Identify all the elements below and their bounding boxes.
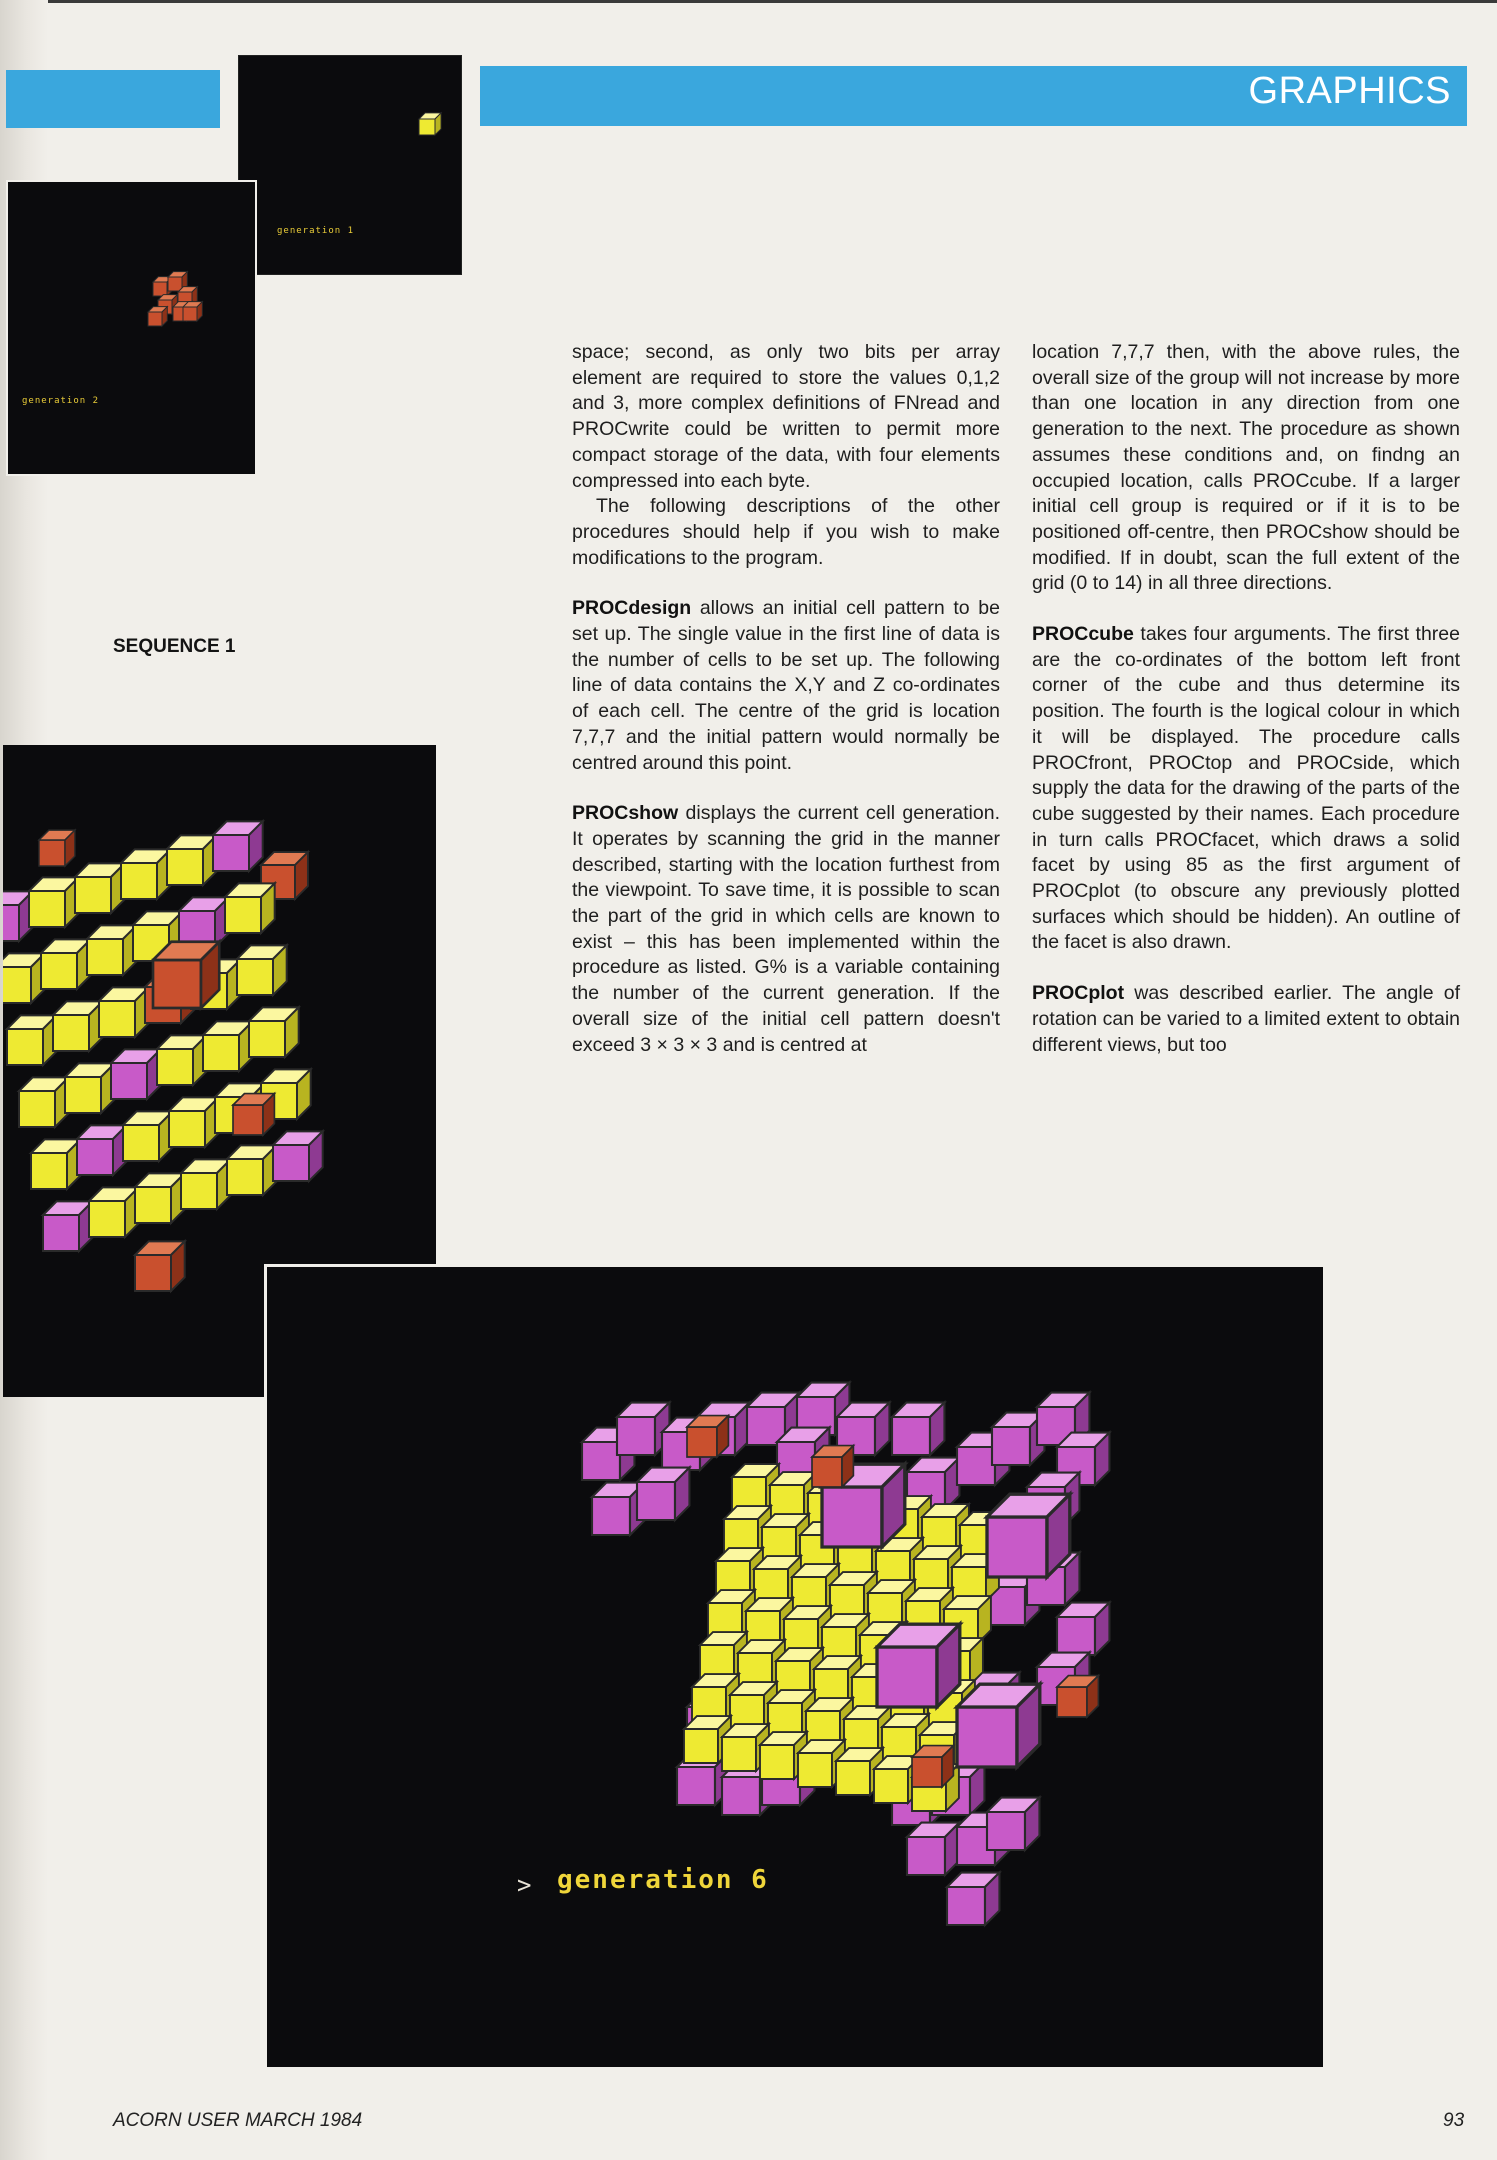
cube xyxy=(987,1798,1039,1850)
paragraph: location 7,7,7 then, with the above rules, the overall size of the group will not increase by more than one location in any direction from one generation to the next. The procedure as shown assumes these conditions and, on findng an occupied location, calls PROCcube. If a larger initial cell group is required or if it is to be positioned off-centre, then PROCshow should be modified. If in doubt, scan the full extent of the grid (0 to 14) in all three directions. xyxy=(1032,341,1460,595)
procedure-name: PROCdesign xyxy=(572,597,692,620)
top-rule xyxy=(0,0,1497,3)
procedure-name: PROCplot xyxy=(1032,982,1125,1005)
cube xyxy=(213,821,263,871)
header-band-left xyxy=(6,70,220,128)
cube-render-1 xyxy=(239,56,461,274)
cube xyxy=(157,1035,207,1085)
prompt-glyph: > xyxy=(517,1871,532,1899)
cube xyxy=(43,1201,93,1251)
section-label: GRAPHICS xyxy=(1248,70,1451,112)
paragraph: The following descriptions of the other procedures should help if you wish to make modifications to the program. xyxy=(572,495,1000,569)
cube xyxy=(249,1007,299,1057)
cube xyxy=(19,1077,69,1127)
cube xyxy=(75,863,125,913)
cube xyxy=(877,1624,960,1707)
cube xyxy=(167,835,217,885)
footer-publication: ACORN USER MARCH 1984 xyxy=(113,2110,363,2131)
cube xyxy=(29,877,79,927)
cube xyxy=(31,1139,81,1189)
cube xyxy=(183,302,202,321)
footer-page-number: 93 xyxy=(1443,2110,1465,2131)
paragraph: PROCshow displays the current cell generation. It operates by scanning the grid in the manner described, starting with the location furthest from the viewpoint. To save time, it is possible to scan the part of the grid in which cells are known to exist – this has been implemented within the procedure as listed. G% is a variable containing the number of the current generation. If the overall size of the initial cell pattern doesn't exceed 3 × 3 × 3 and is centred at xyxy=(572,802,1000,1056)
cube xyxy=(53,1001,103,1051)
article-column-2 xyxy=(1032,340,1460,1083)
cube xyxy=(419,113,441,135)
cube xyxy=(121,849,171,899)
cube xyxy=(169,1097,219,1147)
cube xyxy=(39,830,75,866)
cube xyxy=(1057,1603,1109,1655)
screenshot-generation-6 xyxy=(264,1264,1323,2067)
cube xyxy=(203,1021,253,1071)
cube xyxy=(812,1446,853,1487)
procedure-name: PROCcube xyxy=(1032,623,1134,646)
cube xyxy=(637,1468,689,1520)
cube xyxy=(99,987,149,1037)
cube xyxy=(181,1159,231,1209)
cube-render-4 xyxy=(267,1267,1323,2067)
caption-generation-2: generation 2 xyxy=(22,396,100,406)
cube xyxy=(3,953,45,1003)
procedure-name: PROCshow xyxy=(572,802,679,825)
cube xyxy=(957,1684,1040,1767)
cube xyxy=(179,897,229,947)
caption-generation-1: generation 1 xyxy=(277,226,355,236)
cube xyxy=(77,1125,127,1175)
paragraph: PROCdesign allows an initial cell pattern to be set up. The single value in the first line of data is the number of cells to be set up. The following line of data contains the X,Y and Z co-ordinates of each cell. The centre of the grid is location 7,7,7 and the initial pattern would normally be centred around this point. xyxy=(572,597,1000,774)
cube xyxy=(135,1173,185,1223)
cube xyxy=(1057,1676,1098,1717)
cube xyxy=(41,939,91,989)
cube xyxy=(225,883,275,933)
cube xyxy=(907,1823,959,1875)
cube xyxy=(89,1187,139,1237)
caption-generation-6: generation 6 xyxy=(557,1865,769,1895)
screenshot-generation-1 xyxy=(238,55,462,275)
cube xyxy=(987,1494,1070,1577)
screenshot-generation-2 xyxy=(6,180,257,476)
sequence-label: SEQUENCE 1 xyxy=(113,636,236,657)
paragraph: PROCcube takes four arguments. The first three are the co-ordinates of the bottom left front corner of the cube and thus determine its position. The fourth is the logical colour in which it will be displayed. The procedure calls PROCfront, PROCtop and PROCside, which supply the data for the drawing of the parts of the cube suggested by their names. Each procedure in turn calls PROCfacet, which draws a solid facet by using 85 as the first argument of PROCplot (to obscure any previously plotted surfaces which should be hidden). An outline of the facet is also drawn. xyxy=(1032,623,1460,954)
cube xyxy=(273,1131,323,1181)
cube xyxy=(111,1049,161,1099)
cube xyxy=(7,1015,57,1065)
cube xyxy=(148,307,167,326)
cube xyxy=(123,1111,173,1161)
cube xyxy=(65,1063,115,1113)
paragraph: PROCplot was described earlier. The angle of rotation can be varied to a limited extent to obtain different views, but too xyxy=(1032,982,1460,1056)
cube xyxy=(947,1873,999,1925)
cube xyxy=(687,1416,728,1457)
cube xyxy=(237,945,287,995)
paragraph: space; second, as only two bits per array element are required to store the values 0,1,2 and 3, more complex definitions of FNread and PROCwrite could be written to permit more compact storage of the data, with four elements compressed into each byte. xyxy=(572,341,1000,492)
cube xyxy=(233,1094,274,1135)
cube xyxy=(153,942,219,1008)
cube-render-2 xyxy=(8,182,255,474)
cube xyxy=(227,1145,277,1195)
cube xyxy=(135,1241,185,1291)
cube xyxy=(87,925,137,975)
article-column-1 xyxy=(572,340,1000,1083)
cube xyxy=(892,1403,944,1455)
cube xyxy=(912,1746,953,1787)
